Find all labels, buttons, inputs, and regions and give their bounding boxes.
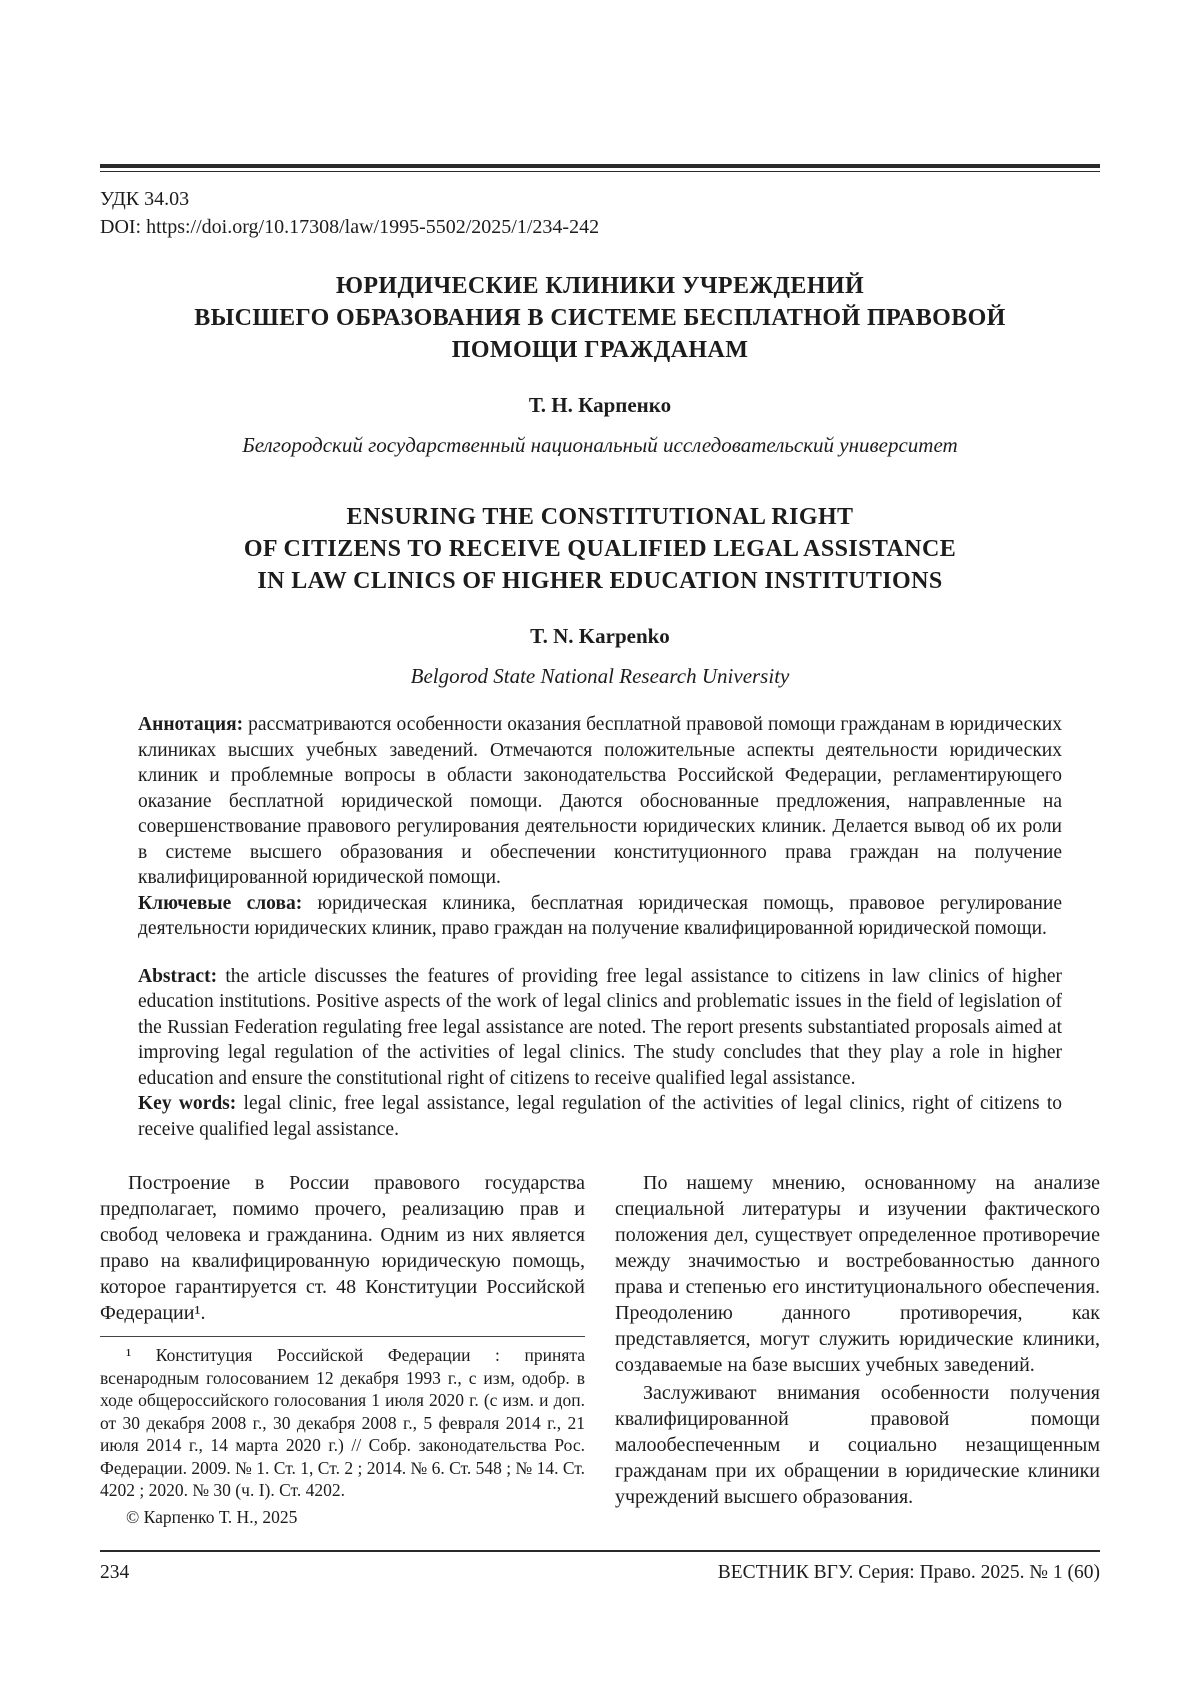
body-paragraph: Построение в России правового государства предполагает, помимо прочего, реализацию прав и свобод человека и гражданина. Одним из них является право на квалифицированную юридическую помощь, которое гарантируется ст. 48 Конституции Российской Федерации¹. (100, 1172, 585, 1324)
top-double-rule (100, 164, 1100, 172)
keywords-ru-label: Ключевые слова: (138, 892, 303, 914)
body-columns (100, 1170, 1100, 1529)
abstract-en-label: Abstract: (138, 965, 218, 987)
annotation-ru-label: Аннотация: (138, 714, 244, 735)
article-title-en: ENSURING THE CONSTITUTIONAL RIGHT OF CITIZENS TO RECEIVE QUALIFIED LEGAL ASSISTANCE IN LAW CLINICS OF HIGHER EDUCATION INSTITUTIONS (243, 504, 957, 594)
page-footer (100, 1550, 1100, 1585)
keywords-en-label: Key words: (138, 1093, 237, 1114)
abstract-section (100, 712, 1100, 1142)
affiliation-ru: Белгородский государственный национальный исследовательский университет (242, 433, 958, 457)
doi-line: DOI: https://doi.org/10.17308/law/1995-5502/2025/1/234-242 (100, 216, 600, 238)
annotation-ru-paragraph (138, 712, 1062, 891)
journal-title: ВЕСТНИК ВГУ. Серия: Право. 2025. № 1 (60) (717, 1562, 1100, 1583)
article-title-ru: ЮРИДИЧЕСКИЕ КЛИНИКИ УЧРЕЖДЕНИЙ ВЫСШЕГО ОБРАЗОВАНИЯ В СИСТЕМЕ БЕСПЛАТНОЙ ПРАВОВОЙ ПОМОЩИ ГРАЖДАНАМ (194, 273, 1006, 363)
keywords-ru-paragraph (138, 891, 1062, 942)
annotation-ru-text: рассматриваются особенности оказания бесплатной правовой помощи гражданам в юридических клиниках высших учебных заведений. Отмечаются положительные аспекты деятельности юридических клиник и проблемные вопросы в области законодательства Российской Федерации, регламентирующего оказание бесплатной юридической помощи. Даются обоснованные предложения, направленные на совершенствование правового регулирования деятельности юридических клиник. Делается вывод об их роли в системе высшего образования и обеспечении конституционного права граждан на получение квалифицированной юридической помощи. (138, 714, 1062, 888)
page-number: 234 (100, 1562, 130, 1583)
footnote-block (100, 1336, 585, 1502)
udc-line: УДК 34.03 (100, 188, 190, 210)
left-column (100, 1170, 585, 1529)
right-column (615, 1170, 1100, 1529)
footnote-text: ¹ Конституция Российской Федерации : принята всенародным голосованием 12 декабря 1993 г., с изм, одобр. в ходе общероссийского голосования 1 июля 2020 г. (с изм. и доп. от 30 декабря 2008 г., 30 декабря 2008 г., 5 февраля 2014 г., 21 июля 2014 г., 14 марта 2020 г.) // Собр. законодательства Рос. Федерации. 2009. № 1. Ст. 1, Ст. 2 ; 2014. № 6. Ст. 548 ; № 14. Ст. 4202 ; 2020. № 30 (ч. I). Ст. 4202. (100, 1345, 585, 1500)
affiliation-en: Belgorod State National Research University (410, 664, 790, 688)
abstract-en-paragraph (138, 964, 1062, 1092)
author-en: T. N. Karpenko (530, 624, 670, 648)
copyright-line: © Карпенко Т. Н., 2025 (126, 1506, 298, 1527)
keywords-en-text: legal clinic, free legal assistance, legal regulation of the activities of legal clinics, right of citizens to receive qualified legal assistance. (138, 1093, 1062, 1140)
body-paragraph: Заслуживают внимания особенности получения квалифицированной правовой помощи малообеспеченным и социально незащищенным гражданам при их обращении в юридические клиники учреждений высшего образования. (615, 1382, 1100, 1508)
author-ru: Т. Н. Карпенко (528, 393, 672, 417)
abstract-en-text: the article discusses the features of providing free legal assistance to citizens in law clinics of higher education institutions. Positive aspects of the work of legal clinics and problematic issues in the field of legislation of the Russian Federation regulating free legal assistance are noted. The report presents substantiated proposals aimed at improving legal regulation of the activities of legal clinics. The study concludes that they play a role in higher education and ensure the constitutional right of citizens to receive qualified legal assistance. (138, 965, 1062, 1089)
keywords-ru-text: юридическая клиника, бесплатная юридическая помощь, правовое регулирование деятельности юридических клиник, право граждан на получение квалифицированной юридической помощи. (138, 892, 1063, 939)
body-paragraph: По нашему мнению, основанному на анализе специальной литературы и изучении фактического положения дел, существует определенное противоречие между значимостью и востребованностью данного права и степенью его институционального обеспечения. Преодолению данного противоречия, как представляется, могут служить юридические клиники, создаваемые на базе высших учебных заведений. (615, 1172, 1100, 1376)
keywords-en-paragraph (138, 1091, 1062, 1142)
